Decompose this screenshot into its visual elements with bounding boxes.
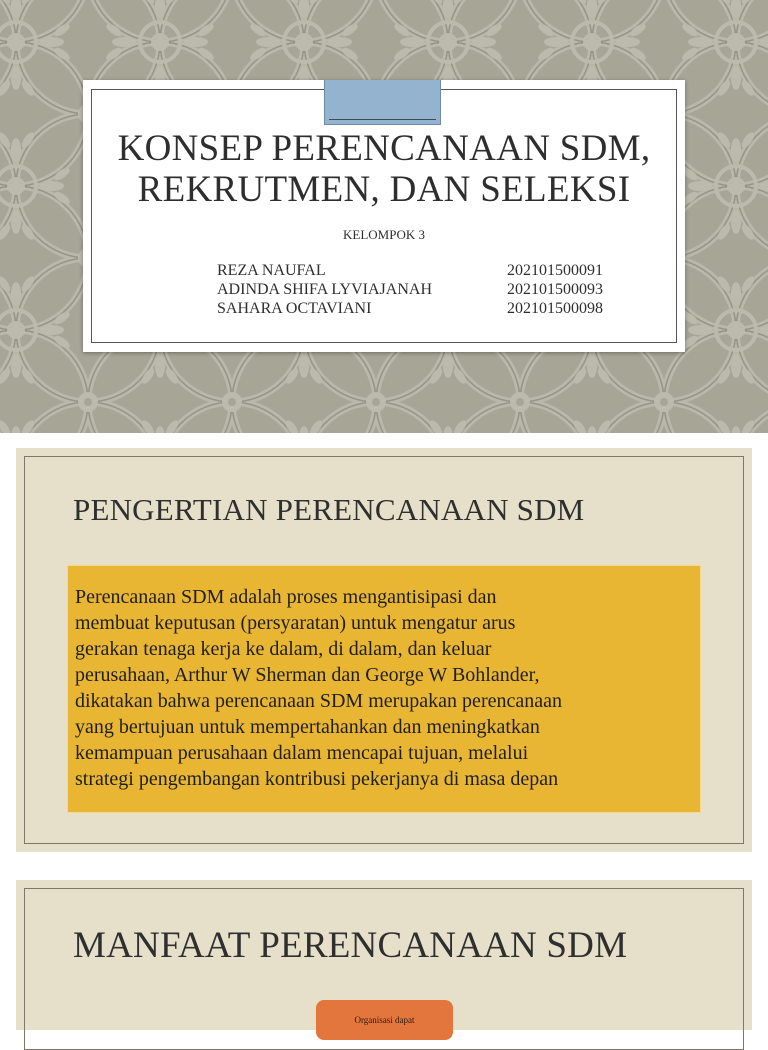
slide-heading: PENGERTIAN PERENCANAAN SDM bbox=[73, 492, 585, 527]
member-row bbox=[217, 281, 617, 300]
member-name: SAHARA OCTAVIANI bbox=[217, 300, 372, 317]
definition-line: kemampuan perusahaan dalam mencapai tujuan, melalui bbox=[75, 742, 529, 764]
title-line-1: KONSEP PERENCANAAN SDM, bbox=[117, 128, 651, 169]
presentation-title bbox=[83, 128, 685, 210]
definition-line: gerakan tenaga kerja ke dalam, di dalam, dan keluar bbox=[75, 638, 492, 660]
definition-line: membuat keputusan (persyaratan) untuk mengatur arus bbox=[75, 612, 516, 634]
member-row bbox=[217, 262, 617, 281]
definition-text bbox=[75, 584, 690, 792]
benefit-box-text: Organisasi dapat bbox=[354, 1015, 415, 1025]
definition-slide bbox=[16, 448, 752, 852]
title-card bbox=[83, 80, 685, 352]
benefits-slide bbox=[16, 880, 752, 1030]
member-name: ADINDA SHIFA LYVIAJANAH bbox=[217, 281, 432, 298]
definition-line: perusahaan, Arthur W Sherman dan George W Bohlander, bbox=[75, 664, 540, 686]
title-accent-tab bbox=[324, 80, 441, 125]
definition-line: Perencanaan SDM adalah proses mengantisipasi dan bbox=[75, 586, 497, 608]
member-name: REZA NAUFAL bbox=[217, 262, 326, 279]
definition-box bbox=[67, 565, 701, 813]
slide-heading: MANFAAT PERENCANAAN SDM bbox=[73, 925, 628, 966]
group-label: KELOMPOK 3 bbox=[343, 227, 425, 242]
definition-line: yang bertujuan untuk mempertahankan dan meningkatkan bbox=[75, 716, 540, 738]
title-accent-line bbox=[329, 119, 436, 120]
member-nim: 202101500093 bbox=[507, 281, 603, 298]
member-nim: 202101500091 bbox=[507, 262, 603, 279]
title-line-2: REKRUTMEN, DAN SELEKSI bbox=[137, 169, 631, 210]
title-slide bbox=[0, 0, 768, 433]
definition-line: dikatakan bahwa perencanaan SDM merupakan perencanaan bbox=[75, 690, 562, 712]
benefit-box bbox=[316, 1000, 453, 1040]
member-row bbox=[217, 300, 617, 319]
member-nim: 202101500098 bbox=[507, 300, 603, 317]
definition-line: strategi pengembangan kontribusi pekerjanya di masa depan bbox=[75, 768, 559, 790]
